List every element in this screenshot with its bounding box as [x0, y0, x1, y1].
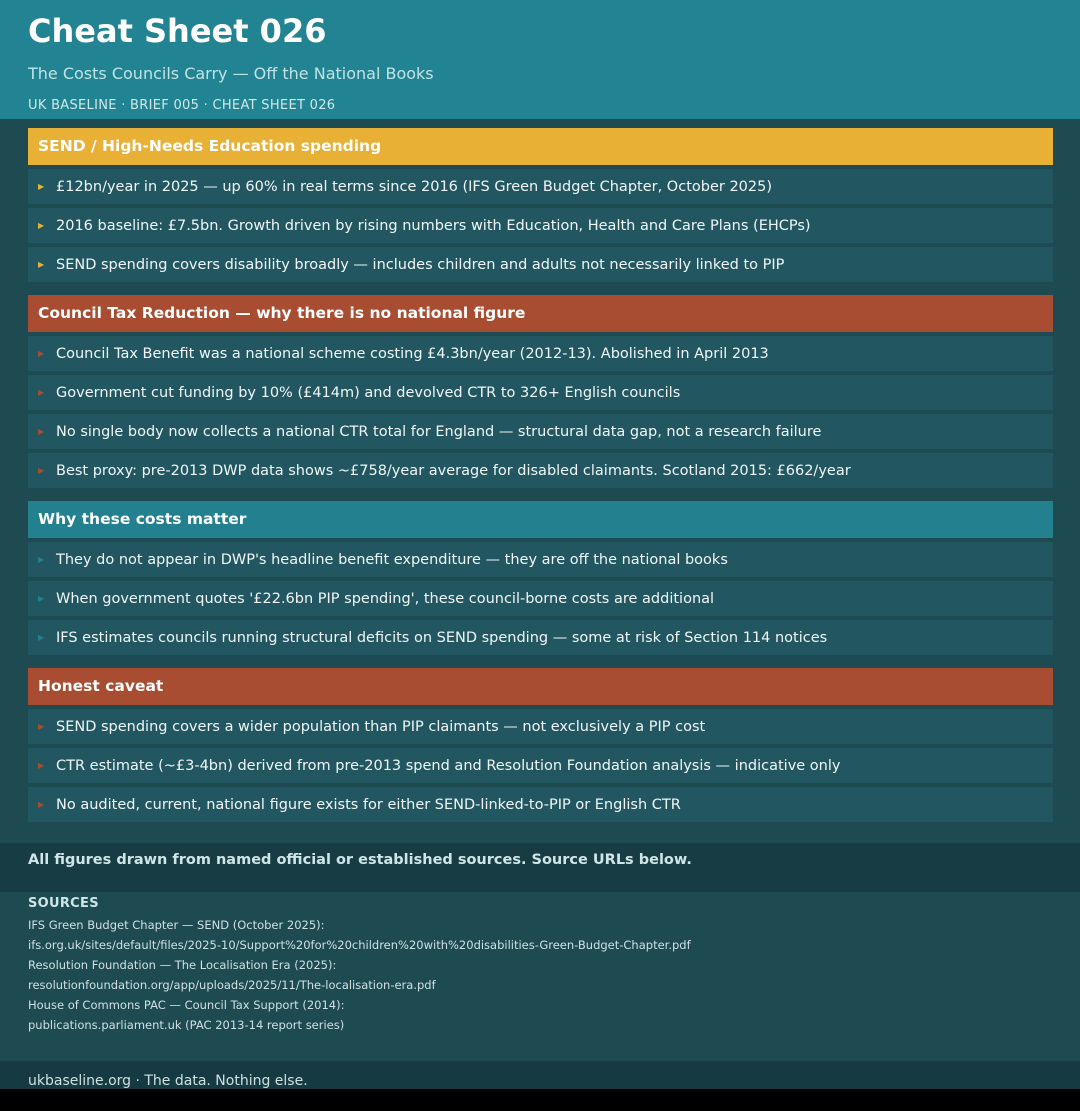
- list-item: [28, 375, 1053, 410]
- list-item: [28, 336, 1053, 371]
- item-text: 2016 baseline: £7.5bn. Growth driven by rising numbers with Education, Health and Care Plans (EHCPs): [56, 217, 811, 234]
- bullet-icon: ▶: [38, 722, 45, 731]
- footer: ukbaseline.org · The data. Nothing else.: [0, 1061, 1080, 1089]
- bullet-icon: ▶: [38, 594, 45, 603]
- item-text: £12bn/year in 2025 — up 60% in real terms since 2016 (IFS Green Budget Chapter, October 2025): [56, 178, 773, 195]
- bullet-icon: ▶: [38, 221, 45, 230]
- item-text: Government cut funding by 10% (£414m) and devolved CTR to 326+ English councils: [56, 384, 681, 401]
- bullet-icon: ▶: [38, 466, 45, 475]
- list-item: [28, 453, 1053, 488]
- section-heading: Council Tax Reduction — why there is no national figure: [28, 295, 1053, 332]
- section-ctr: [28, 295, 1053, 488]
- list-item: [28, 208, 1053, 243]
- list-item: [28, 414, 1053, 449]
- page-title: Cheat Sheet 026: [28, 12, 327, 50]
- sources-heading: SOURCES: [28, 896, 99, 911]
- meta-line: UK BASELINE · BRIEF 005 · CHEAT SHEET 026: [28, 98, 336, 113]
- item-text: IFS estimates councils running structural deficits on SEND spending — some at risk of Section 114 notices: [56, 629, 828, 646]
- section-heading: Honest caveat: [28, 668, 1053, 705]
- source-line: IFS Green Budget Chapter — SEND (October 2025):: [28, 918, 325, 932]
- bullet-icon: ▶: [38, 349, 45, 358]
- section-heading: Why these costs matter: [28, 501, 1053, 538]
- item-text: CTR estimate (~£3-4bn) derived from pre-2013 spend and Resolution Foundation analysis — indicative only: [56, 757, 841, 774]
- sources-note: All figures drawn from named official or established sources. Source URLs below.: [0, 843, 1080, 892]
- list-item: [28, 787, 1053, 822]
- section-why-matter: [28, 501, 1053, 655]
- item-text: SEND spending covers disability broadly — includes children and adults not necessarily linked to PIP: [56, 256, 785, 273]
- section-heading: SEND / High-Needs Education spending: [28, 128, 1053, 165]
- bullet-icon: ▶: [38, 555, 45, 564]
- section-caveat: [28, 668, 1053, 822]
- list-item: [28, 581, 1053, 616]
- page-subtitle: The Costs Councils Carry — Off the National Books: [28, 64, 434, 83]
- list-item: [28, 247, 1053, 282]
- source-link[interactable]: ifs.org.uk/sites/default/files/2025-10/Support%20for%20children%20with%20disabilities-Green-Budget-Chapter.pdf: [28, 938, 691, 952]
- item-text: SEND spending covers a wider population than PIP claimants — not exclusively a PIP cost: [56, 718, 706, 735]
- item-text: They do not appear in DWP's headline benefit expenditure — they are off the national books: [56, 551, 728, 568]
- source-line: House of Commons PAC — Council Tax Support (2014):: [28, 998, 345, 1012]
- list-item: [28, 169, 1053, 204]
- bullet-icon: ▶: [38, 388, 45, 397]
- bullet-icon: ▶: [38, 761, 45, 770]
- section-send: [28, 128, 1053, 282]
- source-link[interactable]: publications.parliament.uk (PAC 2013-14 report series): [28, 1018, 345, 1032]
- bullet-icon: ▶: [38, 260, 45, 269]
- header: [0, 0, 1080, 119]
- list-item: [28, 620, 1053, 655]
- sources-block: [28, 895, 1068, 1035]
- list-item: [28, 542, 1053, 577]
- item-text: Best proxy: pre-2013 DWP data shows ~£758/year average for disabled claimants. Scotland 2015: £662/year: [56, 462, 851, 479]
- item-text: When government quotes '£22.6bn PIP spending', these council-borne costs are additional: [56, 590, 715, 607]
- bullet-icon: ▶: [38, 427, 45, 436]
- list-item: [28, 709, 1053, 744]
- source-line: Resolution Foundation — The Localisation Era (2025):: [28, 958, 337, 972]
- item-text: No single body now collects a national CTR total for England — structural data gap, not a research failure: [56, 423, 822, 440]
- bullet-icon: ▶: [38, 633, 45, 642]
- bullet-icon: ▶: [38, 800, 45, 809]
- source-link[interactable]: resolutionfoundation.org/app/uploads/2025/11/The-localisation-era.pdf: [28, 978, 436, 992]
- bullet-icon: ▶: [38, 182, 45, 191]
- item-text: No audited, current, national figure exists for either SEND-linked-to-PIP or English CTR: [56, 796, 681, 813]
- item-text: Council Tax Benefit was a national scheme costing £4.3bn/year (2012-13). Abolished in April 2013: [56, 345, 769, 362]
- content: [0, 119, 1080, 822]
- list-item: [28, 748, 1053, 783]
